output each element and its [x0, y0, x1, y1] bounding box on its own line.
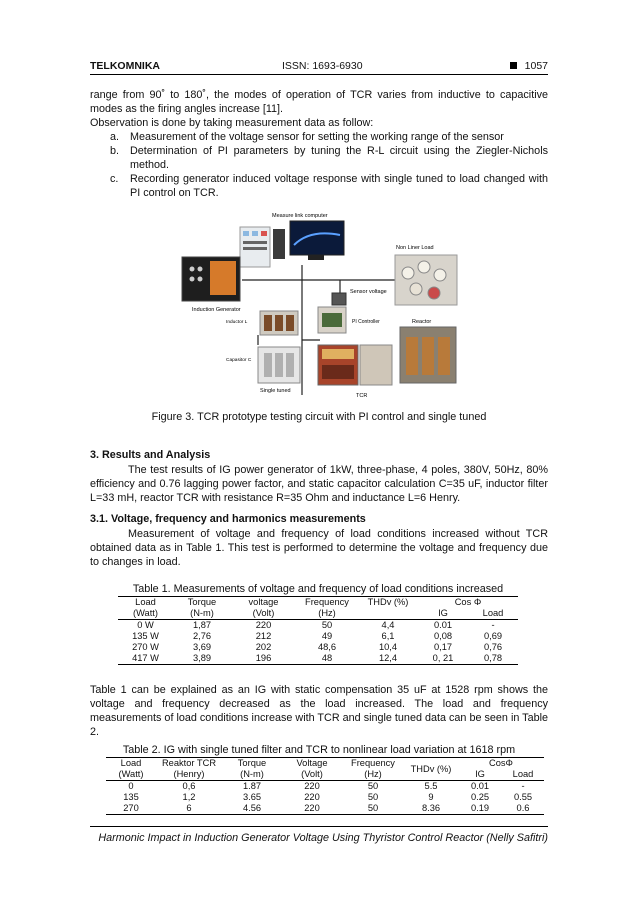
table-header: THDv (%): [367, 597, 409, 607]
table-header: (Hz): [318, 608, 336, 618]
table-row: 417 W 3,89 196 48 12,4 0, 21 0,78: [118, 653, 518, 665]
label-single-tuned: Single tuned: [260, 388, 291, 394]
table-1-discussion: Table 1 can be explained as an IG with static compensation 35 uF at 1528 rpm shows the voltage and frequency decreased as the load increased. The load and frequency measurements of load conditions increase with TCR and single tuned data can be seen in Table 2.: [90, 684, 548, 738]
table-row: 135 1,2 3.65 220 50 9 0.25 0.55: [123, 792, 533, 802]
table-header: Reaktor TCR: [161, 758, 217, 768]
table-row: 135 W 2,76 212 49 6,1 0,08 0,69: [132, 631, 503, 641]
table-header: (N-m): [190, 608, 214, 618]
issn: ISSN: 1693-6930: [282, 60, 363, 72]
table-header: Load: [512, 769, 534, 779]
table-header: (N-m): [240, 769, 264, 779]
table-header: (Volt): [301, 769, 323, 779]
subsection-paragraph: Measurement of voltage and frequency of load conditions increased without TCR obtained data as in Table 1. This test is performed to determine the voltage and frequency due to changes in load.: [90, 528, 548, 568]
figure-3-photo-diagram: [180, 205, 460, 405]
table-row: 270 6 4.56 220 50 8.36 0.19 0.6: [106, 803, 544, 815]
label-measure-link: Measure link computer: [272, 213, 328, 219]
table-header: (Watt): [133, 608, 158, 618]
section-paragraph: The test results of IG power generator of 1kW, three-phase, 4 poles, 380V, 50Hz, 80% efficiency and 0.76 lagging power factor, and static capacitor calculation C=35 uF, inductor filter L=33 mH, reactor TCR with resistance R=35 Ohm and inductance L=6 Henry.: [90, 464, 548, 504]
table-header: (Watt): [118, 769, 144, 779]
table-header: Frequency: [305, 597, 349, 607]
table-row: 270 W 3,69 202 48,6 10,4 0,17 0,76: [132, 642, 503, 652]
table-header: (Hz): [364, 769, 382, 779]
intro-paragraph: range from 90˚ to 180˚, the modes of operation of TCR varies from inductive to capacitive modes as the firing angles increase [11].: [90, 89, 548, 115]
table-1-caption: Table 1. Measurements of voltage and frequency of load conditions increased: [132, 583, 504, 595]
table-1: [118, 596, 518, 665]
table-2: [106, 757, 544, 815]
label-tcr: TCR: [356, 393, 368, 399]
label-nonlinear-load: Non Liner Load: [396, 245, 434, 251]
table-2-caption: Table 2. IG with single tuned filter and TCR to nonlinear load variation at 1618 rpm: [122, 744, 516, 756]
table-header: CosΦ: [489, 758, 513, 768]
label-capacitor: Capasitor C: [226, 358, 252, 363]
observation-line: Observation is done by taking measurement data as follow:: [90, 117, 374, 129]
figure-caption: Figure 3. TCR prototype testing circuit with PI control and single tuned: [151, 411, 487, 423]
table-header: Load: [135, 597, 156, 607]
list-item: b. Determination of PI parameters by tuning the R-L circuit using the Ziegler-Nichols method.: [110, 145, 548, 171]
table-header: Load: [120, 758, 142, 768]
square-bullet-icon: [510, 62, 517, 69]
table-row: 0 W 1,87 220 50 4,4 0.01 -: [137, 620, 495, 630]
table-row: 0 0,6 1.87 220 50 5.5 0.01 -: [128, 781, 525, 791]
label-pi-controller: PI Controller: [352, 319, 380, 325]
list-item: c. Recording generator induced voltage response with single tuned to load changed with PI control on TCR.: [110, 173, 548, 199]
subsection-heading: 3.1. Voltage, frequency and harmonics measurements: [90, 513, 366, 525]
table-header: voltage: [248, 597, 279, 607]
table-header: Voltage: [296, 758, 328, 768]
page-number: 1057: [510, 60, 548, 72]
list-item: a. Measurement of the voltage sensor for setting the working range of the sensor: [110, 131, 504, 143]
label-inductor: Inductor L: [226, 320, 248, 325]
table-header: Load: [482, 608, 504, 618]
page-header: [90, 58, 548, 75]
page-footer: Harmonic Impact in Induction Generator Voltage Using Thyristor Control Reactor (Nelly Safitri): [90, 826, 548, 844]
table-header: IG: [475, 769, 485, 779]
table-header: (Henry): [173, 769, 205, 779]
journal-name: TELKOMNIKA: [90, 60, 160, 72]
label-induction-generator: Induction Generator: [192, 307, 241, 313]
table-header: THDv (%): [410, 763, 452, 774]
table-header: IG: [438, 608, 448, 618]
table-header: [358, 608, 418, 620]
table-header: Torque: [187, 597, 217, 607]
table-header: Frequency: [351, 758, 395, 768]
label-sensor-voltage: Sensor voltage: [350, 289, 387, 295]
label-reactor: Reactor: [412, 319, 432, 325]
table-header: (Volt): [252, 608, 275, 618]
table-header: Torque: [237, 758, 267, 768]
table-header: Cos Φ: [454, 597, 482, 607]
section-heading: 3. Results and Analysis: [90, 449, 211, 461]
